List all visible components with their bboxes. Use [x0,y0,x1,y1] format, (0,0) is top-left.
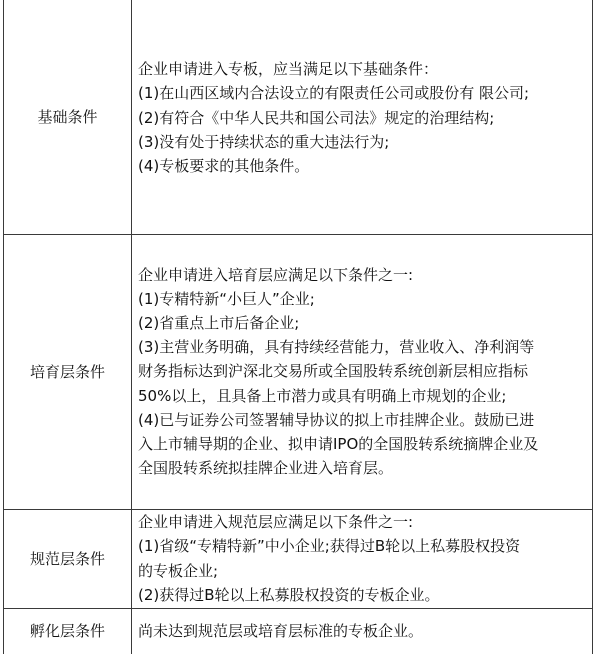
row-label: 基础条件 [4,0,132,234]
table-row [4,0,593,234]
row-label: 培育层条件 [4,234,132,509]
content-line: (2)有符合《中华人民共和国公司法》规定的治理结构; [138,108,495,127]
content-line: 的专板企业; [138,561,219,580]
row-content [132,234,593,509]
content-line: (3)主营业务明确，具有持续经营能力，营业收入、净利润等 [138,338,535,357]
content-line: (2)省重点上市后备企业; [138,313,300,332]
row-content [132,608,593,654]
content-line: 全国股转系统拟挂牌企业进入培育层。 [138,459,394,478]
content-line: (3)没有处于持续状态的重大违法行为; [138,132,390,151]
content-line: (4)已与证券公司签署辅导协议的拟上市挂牌企业。鼓励已进 [138,410,535,429]
content-line: 入上市辅导期的企业、拟申请IPO的全国股转系统摘牌企业及 [138,435,539,453]
table-row [4,509,593,608]
content-line: 企业申请进入培育层应满足以下条件之一: [138,265,414,284]
table-row [4,608,593,654]
content-line: 企业申请进入规范层应满足以下条件之一: [138,513,414,532]
content-line: (1)省级“专精特新”中小企业;获得过B轮以上私募股权投资 [138,537,521,556]
content-line: 50%以上，且具备上市潜力或具有明确上市规划的企业; [138,386,507,405]
content-line: 企业申请进入专板，应当满足以下基础条件： [138,60,439,79]
content-line: (1)在山西区域内合法设立的有限责任公司或股份有 限公司; [138,84,530,103]
row-content [132,509,593,608]
conditions-table [3,0,593,654]
row-content [132,0,593,234]
content-line: (2)获得过B轮以上私募股权投资的专板企业。 [138,585,440,604]
content-line: 财务指标达到沪深北交易所或全国股转系统创新层相应指标 [138,362,529,381]
table-row [4,234,593,509]
content-line: (4)专板要求的其他条件。 [138,157,310,176]
row-label: 规范层条件 [4,509,132,608]
row-label: 孵化层条件 [4,608,132,654]
content-line: 尚未达到规范层或培育层标准的专板企业。 [138,622,424,641]
content-line: (1)专精特新“小巨人”企业; [138,289,315,308]
